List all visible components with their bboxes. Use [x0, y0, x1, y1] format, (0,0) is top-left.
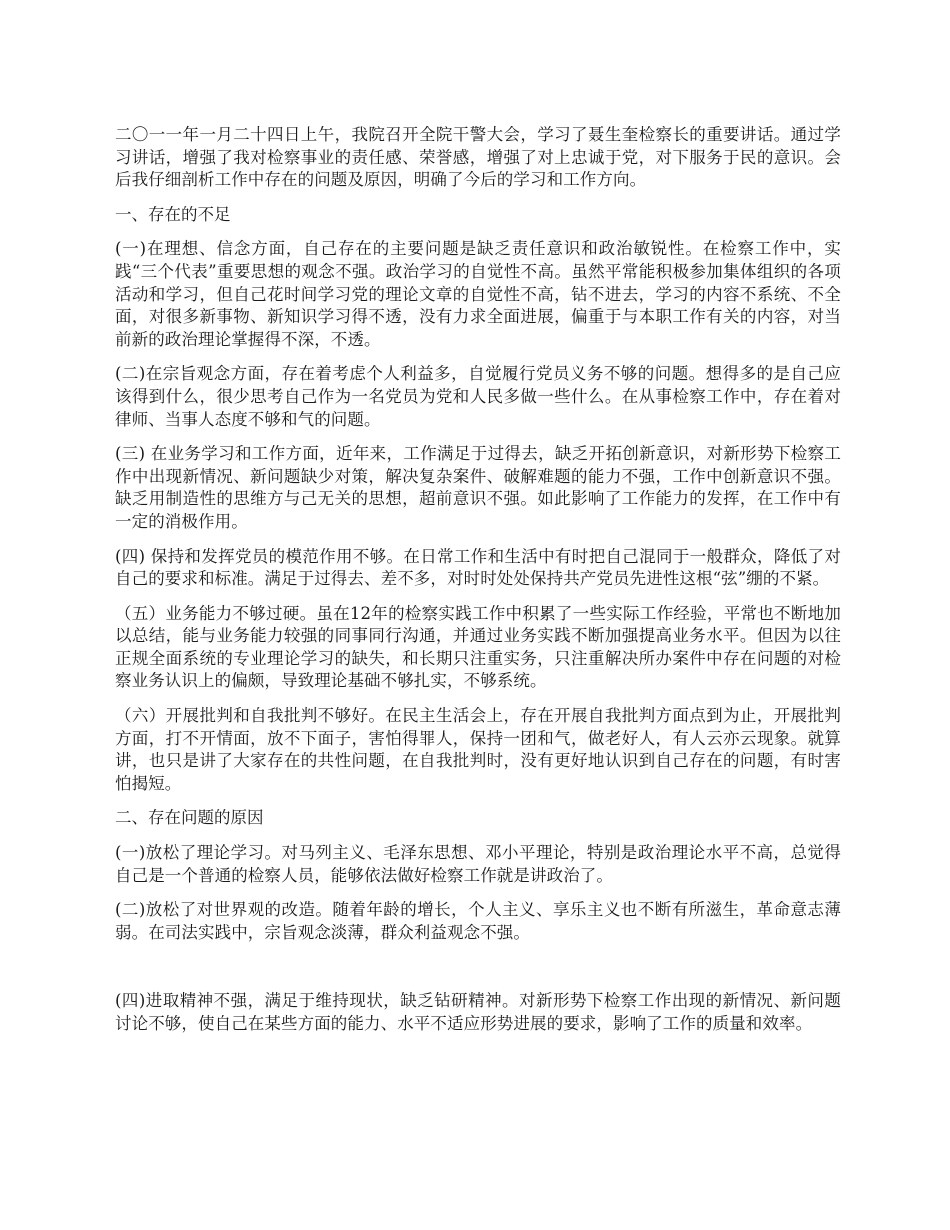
cause-paragraph-2: (二)放松了对世界观的改造。随着年龄的增长，个人主义、享乐主义也不断有所滋生，革命意志薄弱。在司法实践中，宗旨观念淡薄，群众利益观念不强。 — [115, 900, 841, 942]
deficiency-paragraph-4: (四) 保持和发挥党员的模范作用不够。在日常工作和生活中有时把自己混同于一般群众，降低了对自己的要求和标准。满足于过得去、差不多，对时时处处保持共产党员先进性这根“弦”绷的不紧。 — [115, 546, 841, 589]
intro-paragraph: 二〇一一年一月二十四日上午，我院召开全院干警大会，学习了聂生奎检察长的重要讲话。通过学习讲话，增强了我对检察事业的责任感、荣誉感，增强了对上忠诚于党，对下服务于民的意识。会后我仔细剖析工作中存在的问题及原因，明确了今后的学习和工作方向。 — [115, 125, 841, 190]
deficiency-paragraph-5: （五）业务能力不够过硬。虽在12年的检察实践工作中积累了一些实际工作经验，平常也不断地加以总结，能与业务能力较强的同事同行沟通，并通过业务实践不断加强提高业务水平。但因为以往正规全面系统的专业理论学习的缺失，和长期只注重实务，只注重解决所办案件中存在问题的对检察业务认识上的偏颇，导致理论基础不够扎实，不够系统。 — [115, 603, 841, 691]
cause-paragraph-4: (四)进取精神不强，满足于维持现状，缺乏钻研精神。对新形势下检察工作出现的新情况、新问题讨论不够，使自己在某些方面的能力、水平不适应形势进展的要求，影响了工作的质量和效率。 — [115, 991, 841, 1033]
document-body — [115, 124, 841, 1048]
section-heading-causes: 二、存在问题的原因 — [115, 808, 264, 828]
deficiency-paragraph-2: (二)在宗旨观念方面，存在着考虑个人利益多，自觉履行党员义务不够的问题。想得多的是自己应该得到什么，很少思考自己作为一名党员为党和人民多做一些什么。在从事检察工作中，存在着对律师、当事人态度不够和气的问题。 — [115, 364, 841, 429]
deficiency-paragraph-6: （六）开展批判和自我批判不够好。在民主生活会上，存在开展自我批判方面点到为止，开展批判方面，打不开情面，放不下面子，害怕得罪人，保持一团和气，做老好人，有人云亦云现象。就算讲，也只是讲了大家存在的共性问题，在自我批判时，没有更好地认识到自己存在的问题，有时害怕揭短。 — [115, 706, 841, 793]
blank-gap — [115, 956, 841, 990]
deficiency-paragraph-1: (一)在理想、信念方面，自己存在的主要问题是缺乏责任意识和政治敏锐性。在检察工作中，实践“三个代表”重要思想的观念不强。政治学习的自觉性不高。虽然平常能积极参加集体组织的各项活动和学习，但自己花时间学习党的理论文章的自觉性不高，钻不进去，学习的内容不系统、不全面，对很多新事物、新知识学习得不透，没有力求全面进展，偏重于与本职工作有关的内容，对当前新的政治理论掌握得不深，不透。 — [115, 239, 841, 349]
section-heading-deficiencies: 一、存在的不足 — [115, 204, 231, 224]
deficiency-paragraph-3: (三) 在业务学习和工作方面，近年来，工作满足于过得去，缺乏开拓创新意识，对新形势下检察工作中出现新情况、新问题缺少对策，解决复杂案件、破解难题的能力不强，工作中创新意识不强。缺乏用制造性的思维方与己无关的思想，超前意识不强。如此影响了工作能力的发挥，在工作中有一定的消极作用。 — [115, 444, 841, 531]
cause-paragraph-1: (一)放松了理论学习。对马列主义、毛泽东思想、邓小平理论，特别是政治理论水平不高，总觉得自己是一个普通的检察人员，能够依法做好检察工作就是讲政治了。 — [115, 843, 841, 885]
